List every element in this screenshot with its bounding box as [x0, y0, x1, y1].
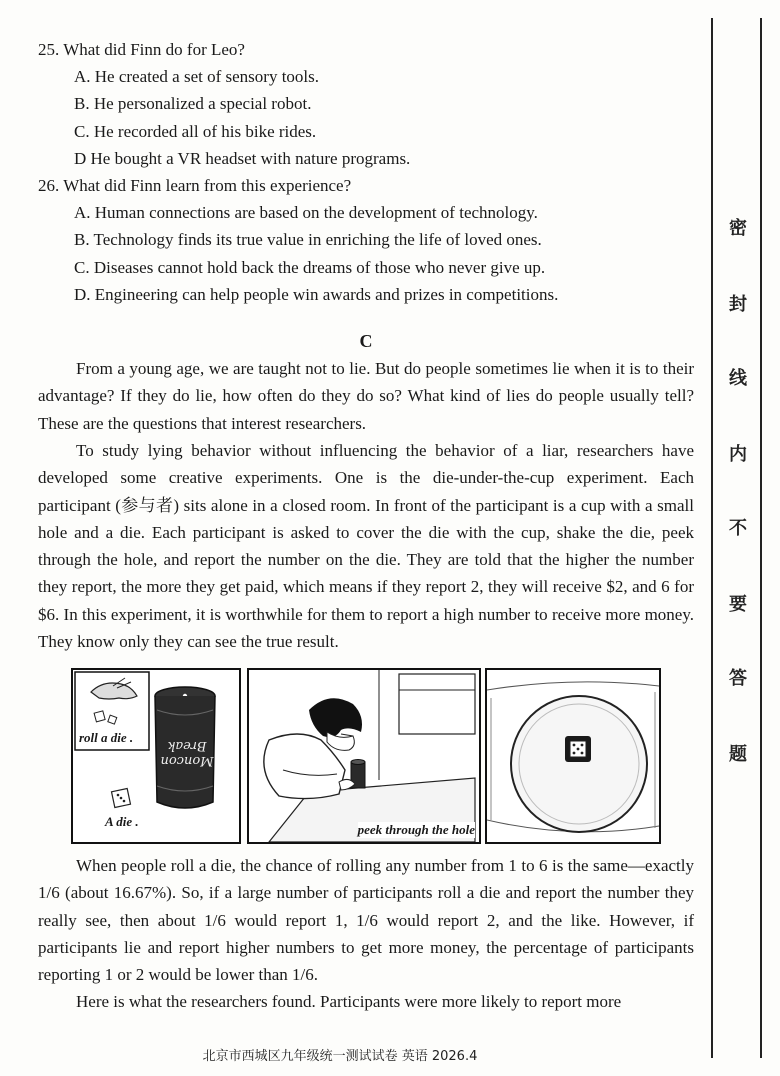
paragraph-1: From a young age, we are taught not to lie. But do people sometimes lie when it is to their advantage? If they do lie, how often do they do so? What kind of lies do people usually tell? These are the questions that interest researchers.	[38, 359, 694, 433]
exam-content	[38, 36, 694, 655]
exam-content-continued	[38, 852, 694, 1016]
margin-char: 不	[729, 518, 747, 539]
margin-char: 线	[729, 368, 747, 389]
cup-label: Moncon Break	[160, 738, 214, 768]
option-a: A. He created a set of sensory tools.	[74, 67, 320, 87]
section-heading: C	[359, 331, 373, 352]
question-stem: 26. What did Finn learn from this experience?	[38, 176, 352, 196]
option-b: B. He personalized a special robot.	[74, 94, 312, 114]
margin-char: 密	[729, 218, 747, 239]
option-a: A. Human connections are based on the development of technology.	[74, 203, 538, 223]
experiment-illustration	[71, 668, 661, 844]
caption-roll-die: roll a die .	[79, 730, 134, 745]
view-through-hole-drawing	[487, 670, 659, 842]
margin-rule-left	[711, 18, 713, 1058]
panel-hole-view	[485, 668, 661, 844]
page-footer: 北京市西城区九年级统一测试试卷 英语 2026.4	[202, 1049, 478, 1064]
option-c: C. Diseases cannot hold back the dreams of those who never give up.	[74, 257, 546, 277]
panel-roll-die	[71, 668, 241, 844]
panel-peek	[247, 668, 481, 844]
option-b: B. Technology finds its true value in enriching the life of loved ones.	[74, 230, 542, 250]
question-25	[38, 36, 694, 172]
margin-char: 答	[729, 668, 747, 689]
caption-peek: peek through the hole	[357, 822, 475, 837]
caption-a-die: A die .	[105, 814, 139, 829]
margin-char: 封	[729, 294, 747, 315]
option-d: D He bought a VR headset with nature programs.	[74, 148, 411, 168]
person-peeking-drawing	[249, 670, 479, 842]
paragraph-3: When people roll a die, the chance of rolling any number from 1 to 6 is the same—exactly 1/6 (about 16.67%). So, if a large number of participants roll a die and report the number they really see, then about 1/6 would report 1, 1/6 would report 2, and the like. However, if participants lie and report higher numbers to get more money, the percentage of participants reporting 1 or 2 would be lower than 1/6.	[38, 856, 694, 985]
margin-char: 要	[729, 594, 747, 615]
margin-rule-right	[760, 18, 762, 1058]
margin-char: 内	[729, 444, 747, 465]
margin-char: 题	[729, 744, 747, 765]
paragraph-2: To study lying behavior without influencing the behavior of a liar, researchers have developed some creative experiments. One is the die-under-the-cup experiment. Each participant (参与者) sits alone in a closed room. In front of the participant is a cup with a small hole and a die. Each participant is asked to cover the die with the cup, shake the die, peek through the hole, and report the number on the die. They are told that the higher the number they report, the more they get paid, which means if they report 2, they will receive $2, and 6 for $6. In this experiment, it is worthwhile for them to report a high number to receive more money. They know only they can see the true result.	[38, 440, 694, 651]
option-d: D. Engineering can help people win awards and prizes in competitions.	[74, 284, 559, 304]
question-26	[38, 172, 694, 308]
question-stem: 25. What did Finn do for Leo?	[38, 40, 245, 59]
paragraph-4: Here is what the researchers found. Participants were more likely to report more	[76, 992, 622, 1012]
option-c: C. He recorded all of his bike rides.	[74, 121, 317, 141]
